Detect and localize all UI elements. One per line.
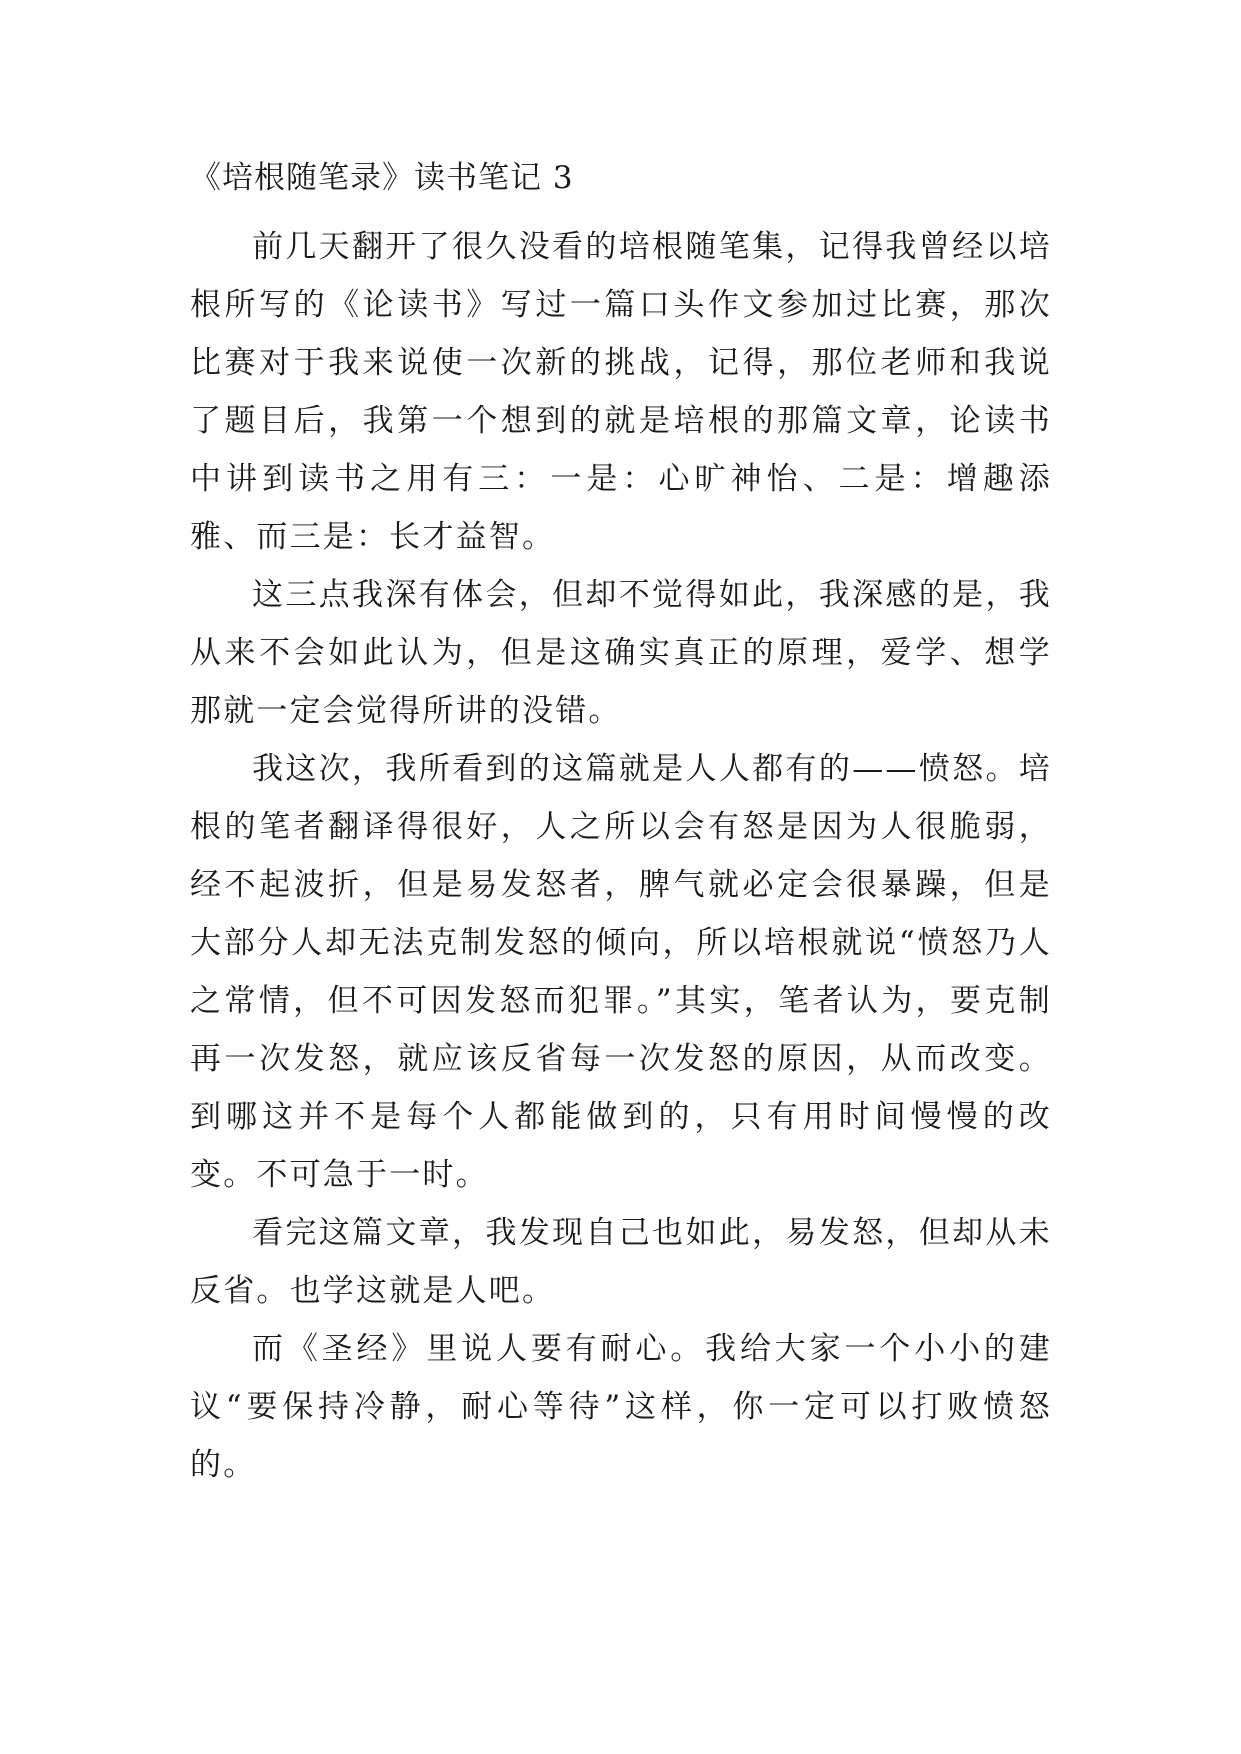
document-title: 《培根随笔录》读书笔记 3 <box>190 160 574 196</box>
paragraph: 看完这篇文章，我发现自己也如此，易发怒，但却从未反省。也学这就是人吧。 <box>190 1215 1052 1309</box>
paragraph: 我这次，我所看到的这篇就是人人都有的——愤怒。培根的笔者翻译得很好，人之所以会有怒是因为人很脆弱，经不起波折，但是易发怒者，脾气就必定会很暴躁，但是大部分人却无法克制发怒的倾向，所以培根就说“愤怒乃人之常情，但不可因发怒而犯罪。”其实，笔者认为，要克制再一次发怒，就应该反省每一次发怒的原因，从而改变。到哪这并不是每个人都能做到的，只有用时间慢慢的改变。不可急于一时。 <box>190 751 1052 1193</box>
paragraph: 这三点我深有体会，但却不觉得如此，我深感的是，我从来不会如此认为，但是这确实真正的原理，爱学、想学那就一定会觉得所讲的没错。 <box>190 577 1052 729</box>
paragraph: 前几天翻开了很久没看的培根随笔集，记得我曾经以培根所写的《论读书》写过一篇口头作文参加过比赛，那次比赛对于我来说使一次新的挑战，记得，那位老师和我说了题目后，我第一个想到的就是培根的那篇文章，论读书中讲到读书之用有三：一是：心旷神怡、二是：增趣添雅、而三是：长才益智。 <box>190 229 1052 555</box>
paragraph: 而《圣经》里说人要有耐心。我给大家一个小小的建议“要保持冷静，耐心等待”这样，你一定可以打败愤怒的。 <box>190 1331 1052 1483</box>
document-body <box>190 158 1052 1494</box>
